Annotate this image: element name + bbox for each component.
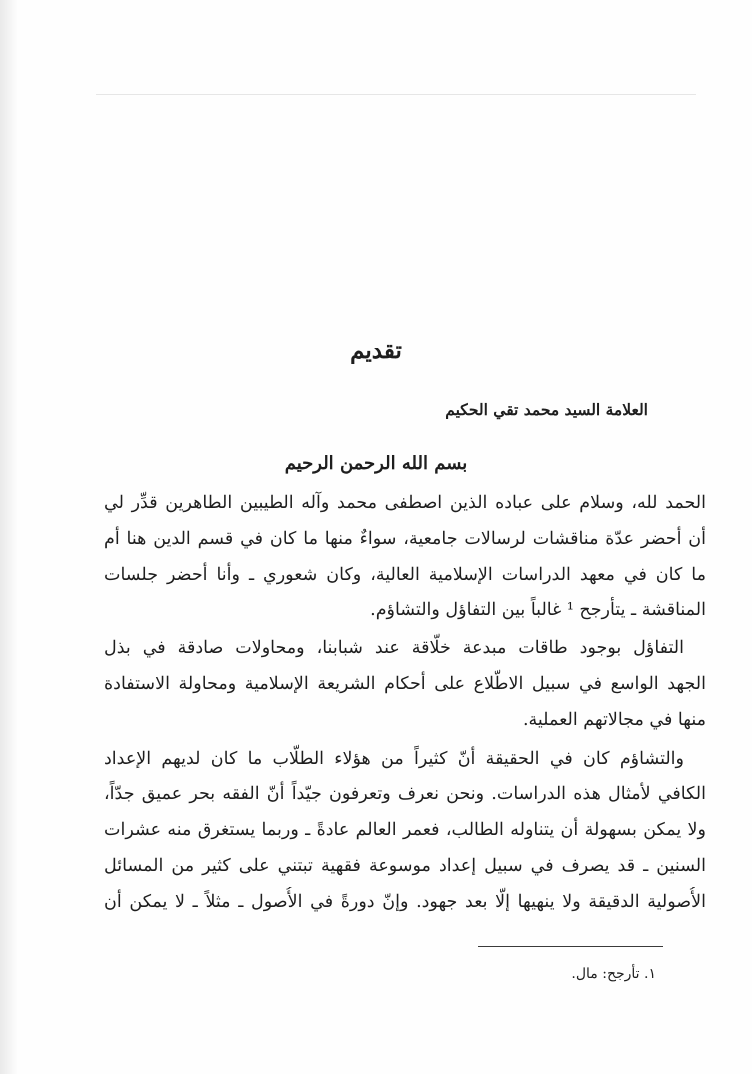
body-line: المناقشة ـ يتأرجح ¹ غالباً بين التفاؤل والتشاؤم.: [370, 600, 706, 620]
body-line: والتشاؤم كان في الحقيقة أنّ كثيراً من هؤلاء الطلّاب ما كان لديهم الإعداد: [104, 749, 684, 769]
page-edge-shadow: [0, 0, 18, 1074]
body-line: السنين ـ قد يصرف في سبيل إعداد موسوعة فقهية تبتني على كثير من المسائل: [104, 856, 706, 876]
body-line: ما كان في معهد الدراسات الإسلامية العالية، وكان شعوري ـ وأنا أحضر جلسات: [104, 565, 706, 585]
basmala-heading: بسم الله الرحمن الرحيم: [284, 453, 468, 474]
chapter-title: تقديم: [350, 337, 402, 364]
body-line: الأُصولية الدقيقة ولا ينهيها إلّا بعد جهود. وإنّ دورةً في الأُصول ـ مثلاً ـ لا يمكن أن: [104, 892, 706, 912]
body-line: منها في مجالاتهم العملية.: [522, 710, 706, 730]
header-rule: [96, 94, 696, 95]
author-name: العلامة السيد محمد تقي الحكيم: [445, 400, 648, 419]
body-line: التفاؤل بوجود طاقات مبدعة خلّاقة عند شبابنا، ومحاولات صادقة في بذل: [104, 638, 684, 658]
footnote-rule: [478, 946, 663, 947]
footnote: ١. تأرجح: مال.: [571, 966, 656, 982]
body-line: أن أحضر عدّة مناقشات لرسالات جامعية، سواءٌ منها ما كان في قسم الدين هنا أم: [104, 529, 706, 549]
body-line: الحمد لله، وسلام على عباده الذين اصطفى محمد وآله الطيبين الطاهرين قدِّر لي: [104, 493, 706, 513]
body-line: الكافي لأمثال هذه الدراسات. ونحن نعرف وتعرفون جيّداً أنّ الفقه بحر عميق جدّاً،: [104, 784, 706, 804]
body-line: الجهد الواسع في سبيل الاطّلاع على أحكام الشريعة الإسلامية ومحاولة الاستفادة: [104, 674, 706, 694]
body-line: ولا يمكن بسهولة أن يتناوله الطالب، فعمر العالم عادةً ـ وربما يستغرق منه عشرات: [104, 820, 706, 840]
